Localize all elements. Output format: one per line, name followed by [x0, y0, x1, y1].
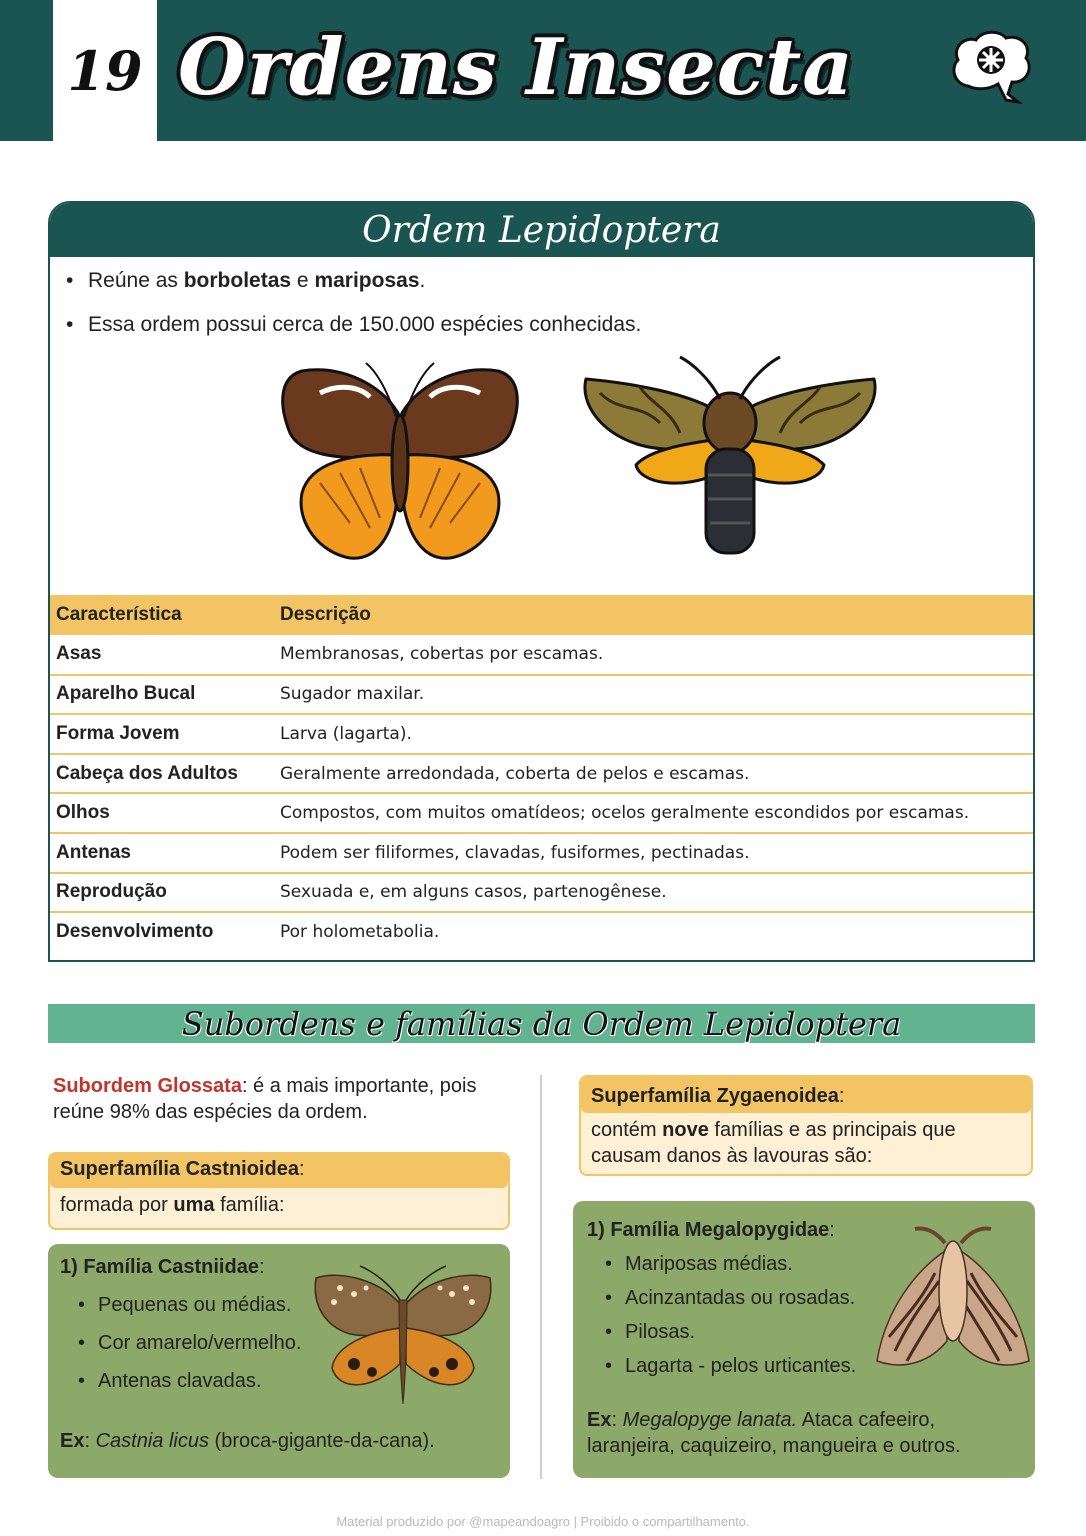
bullet-1-post: .	[419, 269, 426, 292]
cell-value: Sugador maxilar.	[274, 675, 1035, 715]
cell-key: Desenvolvimento	[56, 921, 214, 943]
list-item: • Pequenas ou médias.	[74, 1286, 301, 1324]
megalopygidae-header	[587, 1219, 835, 1242]
bullet-2: • Essa ordem possui cerca de 150.000 espécies conhecidas.	[64, 303, 641, 347]
bullet-1-pre: Reúne as	[88, 269, 184, 292]
megalopygidae-list	[601, 1247, 856, 1383]
table-row	[50, 754, 1035, 794]
list-item: • Acinzantadas ou rosadas.	[601, 1281, 856, 1315]
table-header-row	[50, 595, 1035, 635]
zygaenoidea-body	[581, 1113, 1031, 1173]
example-species: Megalopyge lanata.	[622, 1409, 798, 1431]
zygaenoidea-body-bold: nove	[662, 1119, 709, 1141]
header-caracteristica: Característica	[50, 595, 274, 635]
footer-text: Material produzido por @mapeandoagro | Proibido o compartilhamento.	[336, 1514, 750, 1529]
cell-value: Compostos, com muitos omatídeos; ocelos geralmente escondidos por escamas.	[274, 793, 1035, 833]
list-item: • Pilosas.	[601, 1315, 856, 1349]
lepidoptera-card	[48, 201, 1035, 962]
lepidoptera-bullets	[64, 259, 641, 347]
cell-key: Olhos	[50, 793, 274, 833]
castnioidea-body-pre: formada por	[60, 1194, 174, 1216]
subordens-header	[48, 1004, 1035, 1043]
list-item: • Cor amarelo/vermelho.	[74, 1324, 301, 1362]
zygaenoidea-colon: :	[838, 1085, 845, 1107]
cell-value: Por holometabolia.	[280, 922, 440, 943]
list-item: • Mariposas médias.	[601, 1247, 856, 1281]
glossata-text	[53, 1073, 513, 1125]
butterfly-illustration	[283, 363, 518, 558]
castnioidea-body-post: família:	[214, 1194, 285, 1216]
castniidae-header	[60, 1256, 265, 1279]
brain-icon	[948, 28, 1034, 104]
glossata-description: : é a mais importante, pois reúne 98% das espécies da ordem.	[53, 1075, 477, 1123]
characteristics-table	[50, 595, 1035, 952]
example-text: (broca-gigante-da-cana).	[208, 1430, 435, 1452]
castnioidea-title: Superfamília Castnioidea	[60, 1158, 299, 1180]
moth-illustration	[585, 357, 875, 553]
lepidoptera-title: Ordem Lepidoptera	[362, 209, 721, 251]
castniidae-title: 1) Família Castniidae	[60, 1256, 259, 1278]
bullet-1-mariposas: mariposas	[314, 269, 420, 292]
castnioidea-body	[50, 1188, 508, 1222]
megalopygidae-example: Ex: Megalopyge lanata. Ataca cafeeiro, laranjeira, caquizeiro, mangueira e outros.	[587, 1409, 961, 1457]
castniidae-colon: :	[258, 1256, 265, 1278]
castniidae-list	[74, 1286, 301, 1400]
table-row	[50, 635, 1035, 675]
zygaenoidea-card	[579, 1075, 1033, 1176]
cell-value: Geralmente arredondada, coberta de pelos e escamas.	[274, 754, 1035, 794]
megalopygidae-colon: :	[829, 1219, 835, 1241]
subordens-title: Subordens e famílias da Ordem Lepidoptera	[181, 1004, 902, 1043]
column-divider	[540, 1075, 542, 1479]
megalopygidae-title: 1) Família Megalopygidae	[587, 1219, 830, 1241]
castniidae-example: Ex: Castnia licus (broca-gigante-da-cana).	[60, 1430, 435, 1452]
cell-key: Reprodução	[50, 873, 274, 913]
megalopyge-moth-illustration	[875, 1221, 1031, 1381]
cell-value: Membranosas, cobertas por escamas.	[274, 635, 1035, 675]
cell-key: Aparelho Bucal	[50, 675, 274, 715]
table-row	[50, 714, 1035, 754]
castnia-butterfly-illustration	[310, 1264, 496, 1410]
glossata-label: Subordem Glossata	[53, 1075, 242, 1097]
castniidae-card	[48, 1244, 510, 1478]
example-species: Castnia licus	[95, 1430, 209, 1452]
example-label: Ex	[587, 1409, 612, 1431]
insect-illustrations	[280, 353, 880, 568]
page-number-box	[53, 0, 157, 141]
table-row	[50, 675, 1035, 715]
cell-value: Podem ser filiformes, clavadas, fusiformes, pectinadas.	[274, 833, 1035, 873]
table-row	[50, 793, 1035, 833]
cell-key: Cabeça dos Adultos	[50, 754, 274, 794]
castnioidea-colon: :	[298, 1158, 305, 1180]
castnioidea-body-bold: uma	[173, 1194, 215, 1216]
table-row	[50, 833, 1035, 873]
page-number: 19	[67, 38, 143, 103]
bullet-1-mid: e	[291, 269, 315, 292]
castnioidea-header	[50, 1154, 508, 1188]
cell-key: Forma Jovem	[50, 714, 274, 754]
list-item: • Lagarta - pelos urticantes.	[601, 1349, 856, 1383]
example-label: Ex	[60, 1430, 85, 1452]
cell-value: Sexuada e, em alguns casos, partenogênese.	[274, 873, 1035, 913]
lepidoptera-header	[50, 203, 1033, 257]
cell-value: Larva (lagarta).	[274, 714, 1035, 754]
page-header	[0, 0, 1086, 141]
table-row	[50, 912, 1035, 952]
cell-key: Antenas	[50, 833, 274, 873]
zygaenoidea-body-pre: contém	[591, 1119, 663, 1141]
zygaenoidea-body-post: famílias e as principais que causam danos às lavouras são:	[591, 1119, 956, 1167]
cell-key: Asas	[50, 635, 274, 675]
bullet-1-borboletas: borboletas	[183, 269, 292, 292]
zygaenoidea-title: Superfamília Zygaenoidea	[591, 1085, 839, 1107]
page-title: Ordens Insecta	[178, 22, 854, 113]
header-descricao: Descrição	[274, 595, 1035, 635]
table-row	[50, 873, 1035, 913]
bullet-1	[64, 259, 641, 303]
list-item: • Antenas clavadas.	[74, 1362, 301, 1400]
castnioidea-card	[48, 1152, 510, 1230]
example-text: Ataca cafeeiro, laranjeira, caquizeiro, mangueira e outros.	[587, 1409, 961, 1457]
zygaenoidea-header	[581, 1077, 1031, 1113]
megalopygidae-card	[573, 1201, 1035, 1478]
